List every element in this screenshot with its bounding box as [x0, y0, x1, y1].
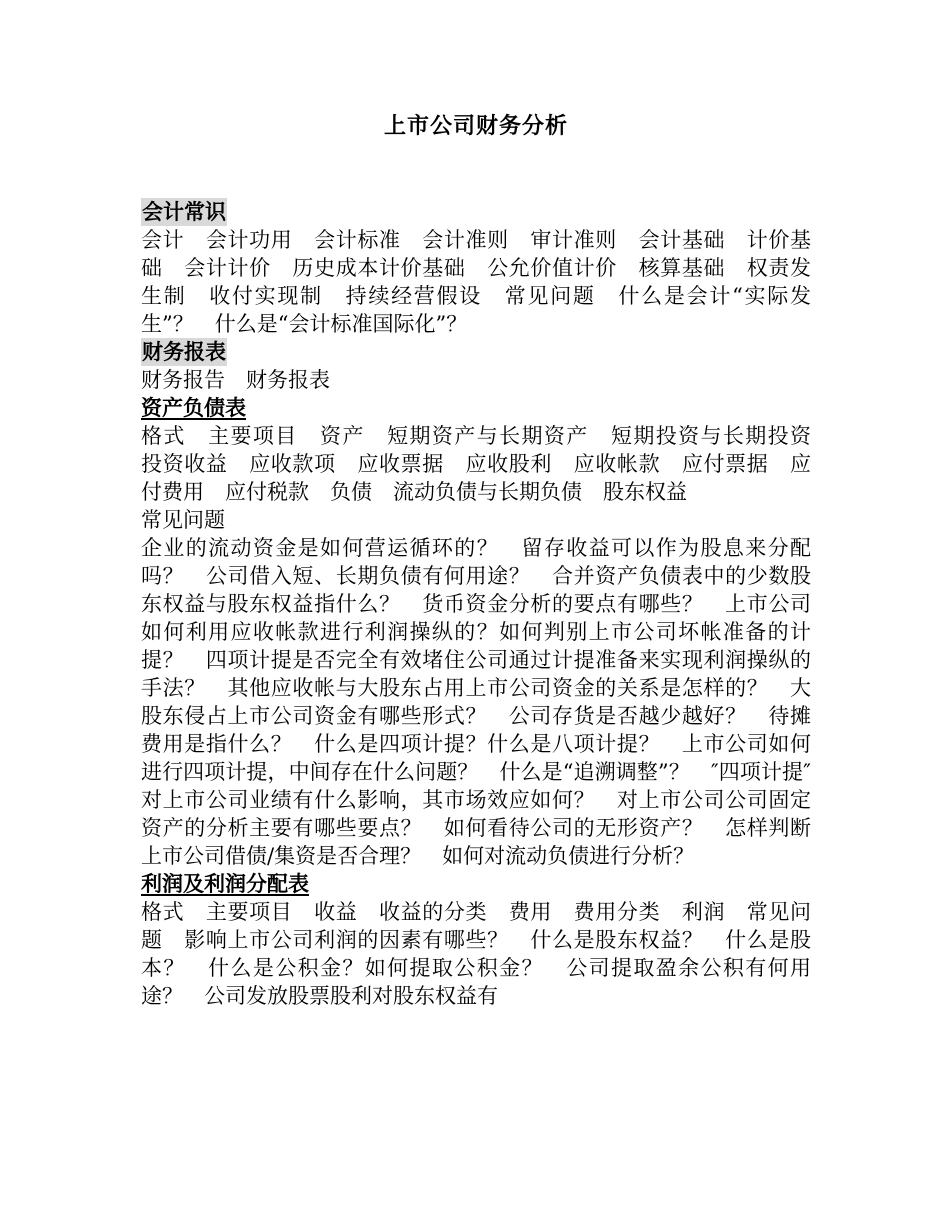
section-heading-balance-sheet: 资产负债表	[141, 396, 246, 420]
section-accounting	[141, 198, 811, 338]
section-balance-sheet	[141, 394, 832, 870]
section-body-balance-sheet: 格式 主要项目 资产 短期资产与长期资产 短期投资与长期投资 投资收益 应收款项 应收票据 应收股利 应收帐款 应付票据 应付费用 应付税款 负债 流动负债与长期负债 股东权益	[141, 424, 832, 504]
faq-body-balance-sheet: 企业的流动资金是如何营运循环的？ 留存收益可以作为股息来分配吗？ 公司借入短、长期负债有何用途？ 合并资产负债表中的少数股东权益与股东权益指什么？ 货币资金分析的要点有哪些？ 上市公司如何利用应收帐款进行利润操纵的？如何判别上市公司坏帐准备的计提？ 四项计提是否完全有效堵住公司通过计提准备来实现利润操纵的手法？ 其他应收帐与大股东占用上市公司资金的关系是怎样的？ 大股东侵占上市公司资金有哪些形式？ 公司存货是否越少越好？ 待摊费用是指什么？ 什么是四项计提？什么是八项计提？ 上市公司如何进行四项计提，中间存在什么问题？ 什么是“追溯调整”？ ″四项计提″对上市公司业绩有什么影响，其市场效应如何？ 对上市公司公司固定资产的分析主要有哪些要点？ 如何看待公司的无形资产？ 怎样判断上市公司借债/集资是否合理？ 如何对流动负债进行分析？	[141, 536, 811, 868]
section-heading-income-statement: 利润及利润分配表	[141, 872, 309, 896]
section-body-income-statement: 格式 主要项目 收益 收益的分类 费用 费用分类 利润 常见问题 影响上市公司利润的因素有哪些？ 什么是股东权益？ 什么是股本？ 什么是公积金？如何提取公积金？ 公司提取盈余公积有何用途？ 公司发放股票股利对股东权益有	[141, 900, 811, 1008]
section-body-accounting: 会计 会计功用 会计标准 会计准则 审计准则 会计基础 计价基础 会计计价 历史成本计价基础 公允价值计价 核算基础 权责发生制 收付实现制 持续经营假设 常见问题 什么是会计“实际发生”？ 什么是“会计标准国际化”？	[141, 228, 811, 336]
document-title: 上市公司财务分析	[383, 114, 568, 139]
document-page	[141, 112, 832, 1010]
faq-label-balance-sheet: 常见问题	[141, 508, 225, 532]
section-income-statement	[141, 870, 811, 1010]
section-heading-accounting: 会计常识	[142, 200, 226, 224]
section-statements	[141, 338, 811, 394]
section-body-statements: 财务报告 财务报表	[141, 368, 330, 392]
section-heading-statements: 财务报表	[142, 340, 226, 364]
